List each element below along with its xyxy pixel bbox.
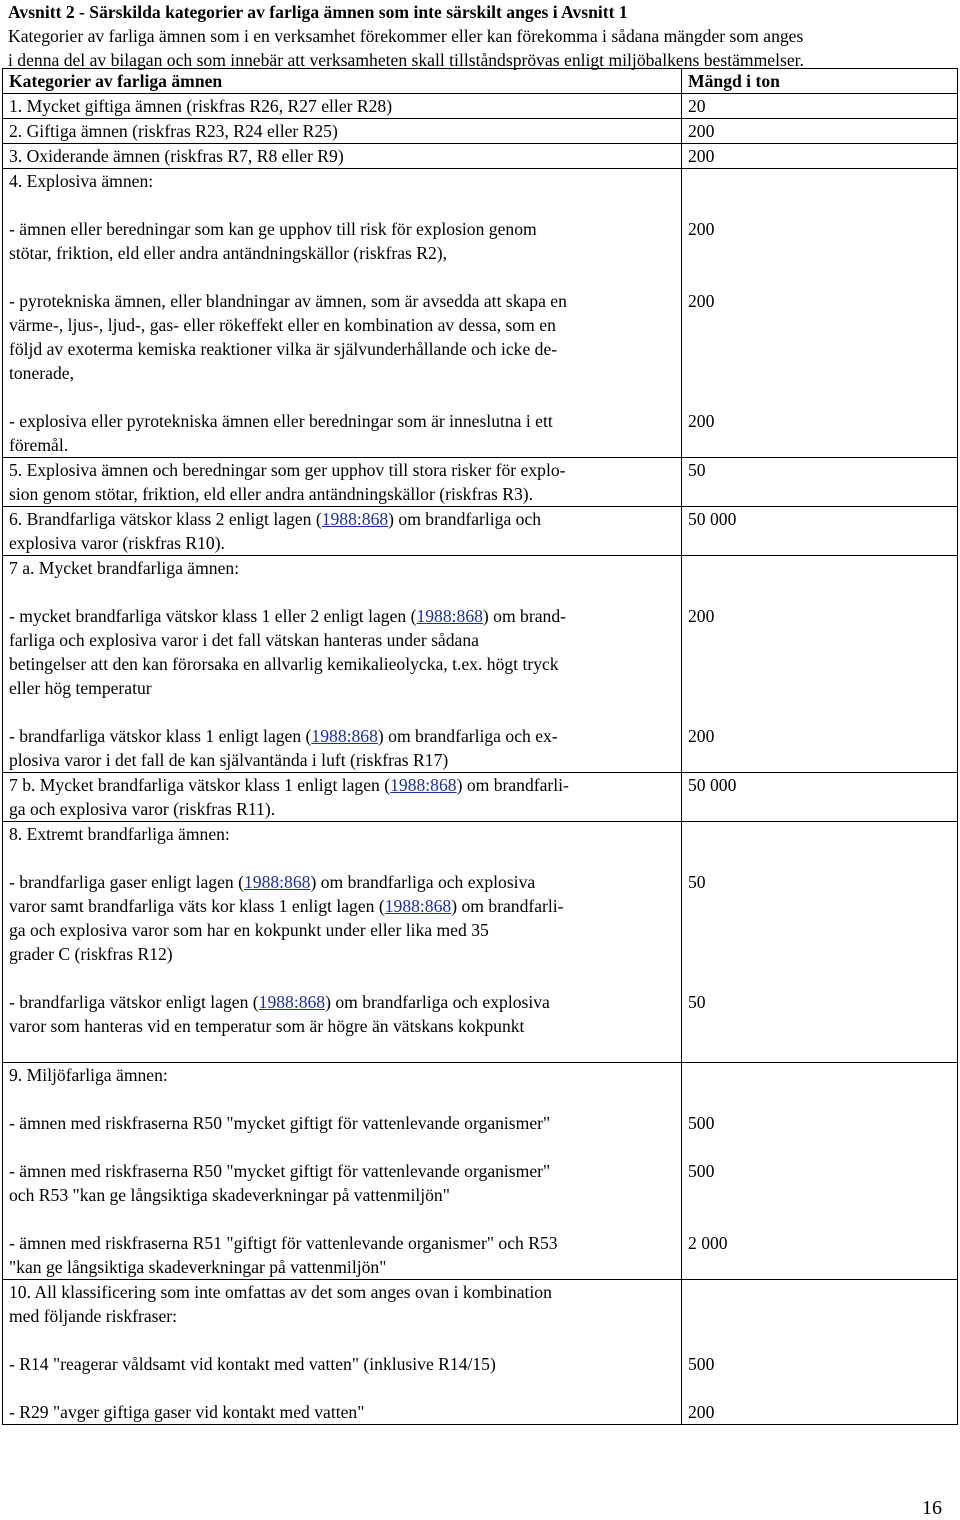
row-line: ga och explosiva varor som har en kokpunkt under eller lika med 35 [9, 920, 489, 940]
row-text [3, 556, 682, 773]
text-span: - brandfarliga vätskor enligt lagen ( [9, 992, 259, 1012]
row-amount: 200 [682, 144, 958, 169]
row-line: - ämnen med riskfraserna R50 "mycket giftigt för vattenlevande organismer" [9, 1113, 551, 1133]
table-header-row [3, 69, 958, 94]
text-span: - mycket brandfarliga vätskor klass 1 eller 2 enligt lagen ( [9, 606, 417, 626]
row-line: grader C (riskfras R12) [9, 944, 173, 964]
row-amount: 20 [682, 94, 958, 119]
subitem-line: tonerade, [9, 363, 74, 383]
subitem-line: - explosiva eller pyrotekniska ämnen eller beredningar som är inneslutna i ett [9, 411, 553, 431]
row-text: 3. Oxiderande ämnen (riskfras R7, R8 eller R9) [3, 144, 682, 169]
header-amount: Mängd i ton [682, 69, 958, 94]
intro-line: Kategorier av farliga ämnen som i en verksamhet förekommer eller kan förekomma i sådana mängder som anges [8, 26, 804, 46]
row-line: - ämnen med riskfraserna R51 "giftigt för vattenlevande organismer" och R53 [9, 1233, 558, 1253]
row-text [3, 1063, 682, 1280]
row-line: "kan ge långsiktiga skadeverkningar på vattenmiljön" [9, 1257, 387, 1277]
row-amount [682, 1280, 958, 1425]
row-line [9, 870, 675, 894]
row-line: - R14 "reagerar våldsamt vid kontakt med vatten" (inklusive R14/15) [9, 1354, 496, 1374]
row-line: eller hög temperatur [9, 678, 152, 698]
subitem-amount: 50 [688, 872, 706, 892]
text-span: ) om brandfarliga och ex- [377, 726, 558, 746]
subitem-amount: 2 000 [688, 1233, 728, 1253]
text-span: ) om brandfarliga och explosiva [325, 992, 550, 1012]
law-reference-link[interactable]: 1988:868 [416, 606, 483, 626]
text-span: ) om brand- [482, 606, 566, 626]
section-title: Avsnitt 2 - Särskilda kategorier av farliga ämnen som inte särskilt anges i Avsnitt 1 [8, 2, 628, 22]
row-text [3, 1280, 682, 1425]
row-title: med följande riskfraser: [9, 1306, 178, 1326]
table-row [3, 773, 958, 822]
row-line: - ämnen med riskfraserna R50 "mycket giftigt för vattenlevande organismer" [9, 1161, 551, 1181]
row-line [9, 894, 675, 918]
row-line [9, 507, 675, 531]
text-span: ) om brandfarliga och explosiva [310, 872, 536, 892]
row-text [3, 822, 682, 1063]
subitem-amount: 500 [688, 1354, 715, 1374]
row-line: varor som hanteras vid en temperatur som är högre än vätskans kokpunkt [9, 1016, 525, 1036]
law-reference-link[interactable]: 1988:868 [311, 726, 378, 746]
text-span: 7 b. Mycket brandfarliga vätskor klass 1 enligt lagen ( [9, 775, 391, 795]
table-row [3, 1063, 958, 1280]
law-reference-link[interactable]: 1988:868 [390, 775, 457, 795]
intro-line: i denna del av bilagan och som innebär att verksamheten skall tillståndsprövas enligt miljöbalkens bestämmelser. [8, 50, 804, 70]
subitem-amount: 50 [688, 992, 706, 1012]
row-text: 1. Mycket giftiga ämnen (riskfras R26, R27 eller R28) [3, 94, 682, 119]
row-line: explosiva varor (riskfras R10). [9, 533, 225, 553]
text-span: - brandfarliga gaser enligt lagen ( [9, 872, 244, 892]
page-number: 16 [922, 1497, 942, 1519]
row-line: plosiva varor i det fall de kan självantända i luft (riskfras R17) [9, 750, 449, 770]
subitem-line: värme-, ljus-, ljud-, gas- eller rökeffekt eller en kombination av dessa, som en [9, 315, 556, 335]
text-span: varor samt brandfarliga väts kor klass 1 enligt lagen ( [9, 896, 385, 916]
subitem-amount: 500 [688, 1161, 715, 1181]
subitem-line: - ämnen eller beredningar som kan ge upphov till risk för explosion genom [9, 219, 537, 239]
law-reference-link[interactable]: 1988:868 [384, 896, 452, 916]
subitem-amount: 200 [688, 726, 715, 746]
table-row [3, 507, 958, 556]
law-reference-link[interactable]: 1988:868 [243, 872, 311, 892]
table-row [3, 1280, 958, 1425]
subitem-line: föremål. [9, 435, 69, 455]
row-amount [682, 556, 958, 773]
table-row [3, 169, 958, 458]
row-amount: 50 000 [682, 507, 958, 556]
subitem-line: följd av exoterma kemiska reaktioner vilka är självunderhållande och icke de- [9, 339, 558, 359]
row-line: farliga och explosiva varor i det fall vätskan hanteras under sådana [9, 630, 479, 650]
text-span: ) om brandfarli- [456, 775, 569, 795]
row-line [9, 773, 675, 797]
table-row [3, 94, 958, 119]
row-line: sion genom stötar, friktion, eld eller andra antändningskällor (riskfras R3). [9, 484, 534, 504]
row-title: 9. Miljöfarliga ämnen: [9, 1065, 168, 1085]
text-span: ) om brandfarliga och [388, 509, 542, 529]
row-line: 5. Explosiva ämnen och beredningar som ger upphov till stora risker för explo- [9, 460, 566, 480]
table-row [3, 144, 958, 169]
row-title: 8. Extremt brandfarliga ämnen: [9, 824, 230, 844]
subitem-line: - pyrotekniska ämnen, eller blandningar av ämnen, som är avsedda att skapa en [9, 291, 567, 311]
row-text [3, 507, 682, 556]
table-row [3, 556, 958, 773]
subitem-amount: 200 [688, 291, 715, 311]
row-amount: 50 [682, 458, 958, 507]
intro [8, 0, 956, 72]
text-span: - brandfarliga vätskor klass 1 enligt lagen ( [9, 726, 312, 746]
row-amount: 200 [682, 119, 958, 144]
subitem-amount: 200 [688, 606, 715, 626]
row-text [3, 458, 682, 507]
table-row [3, 458, 958, 507]
row-text [3, 169, 682, 458]
row-amount [682, 1063, 958, 1280]
text-span: ) om brandfarli- [451, 896, 564, 916]
row-line: ga och explosiva varor (riskfras R11). [9, 799, 276, 819]
row-line [9, 990, 675, 1014]
row-line [9, 724, 675, 748]
subitem-amount: 500 [688, 1113, 715, 1133]
subitem-amount: 200 [688, 411, 715, 431]
row-amount [682, 822, 958, 1063]
text-span: 6. Brandfarliga vätskor klass 2 enligt lagen ( [9, 509, 322, 529]
row-line: och R53 "kan ge långsiktiga skadeverkningar på vattenmiljön" [9, 1185, 450, 1205]
row-amount [682, 169, 958, 458]
row-line [9, 604, 675, 628]
table-row [3, 822, 958, 1063]
law-reference-link[interactable]: 1988:868 [321, 509, 389, 529]
row-line: betingelser att den kan förorsaka en allvarlig kemikalieolycka, t.ex. högt tryck [9, 654, 559, 674]
table-row [3, 119, 958, 144]
row-title: 7 a. Mycket brandfarliga ämnen: [9, 558, 240, 578]
row-title: 10. All klassificering som inte omfattas av det som anges ovan i kombination [9, 1282, 552, 1302]
subitem-amount: 200 [688, 219, 715, 239]
subitem-amount: 200 [688, 1402, 715, 1422]
header-category: Kategorier av farliga ämnen [3, 69, 682, 94]
row-line: - R29 "avger giftiga gaser vid kontakt med vatten" [9, 1402, 365, 1422]
row-title: 4. Explosiva ämnen: [9, 171, 154, 191]
hazard-table [2, 68, 958, 1425]
subitem-line: stötar, friktion, eld eller andra antändningskällor (riskfras R2), [9, 243, 448, 263]
law-reference-link[interactable]: 1988:868 [258, 992, 326, 1012]
row-text: 2. Giftiga ämnen (riskfras R23, R24 eller R25) [3, 119, 682, 144]
row-amount: 50 000 [682, 773, 958, 822]
row-text [3, 773, 682, 822]
